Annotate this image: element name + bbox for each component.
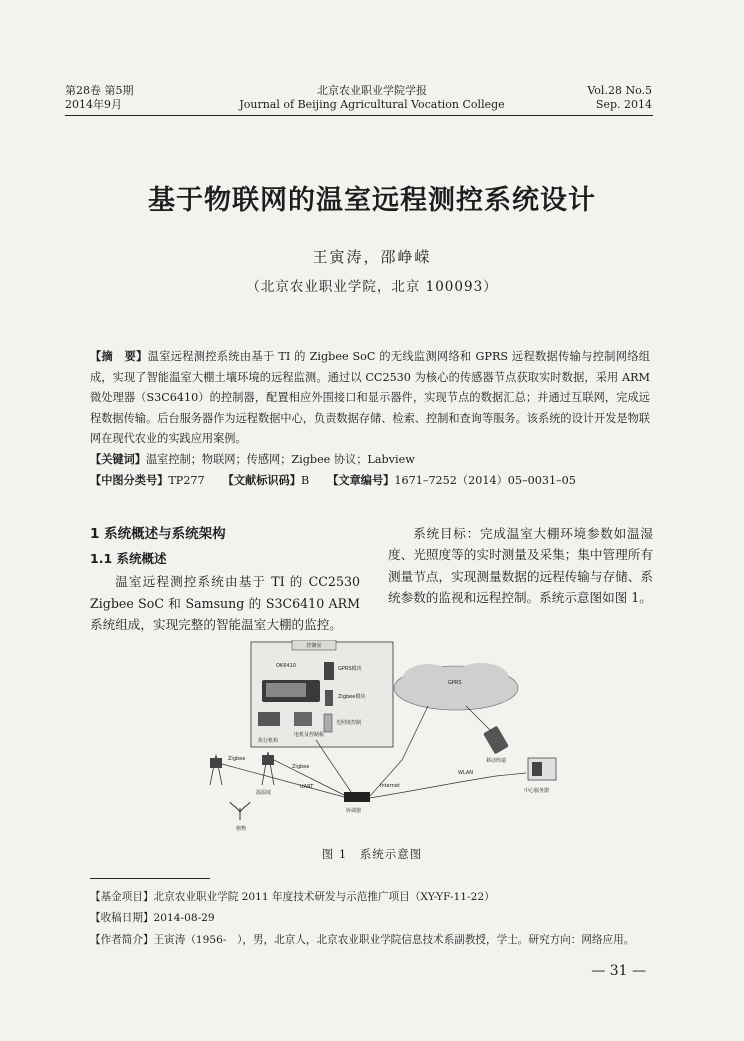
gprs-module-label: GPRS模块 xyxy=(338,666,362,672)
plant-icon xyxy=(230,802,250,820)
clc-value: TP277 xyxy=(168,474,205,487)
footnote-author: 【作者简介】王寅涛（1956- ），男，北京人，北京农业职业学院信息技术系副教授，学士。研究方向：网络应用。 xyxy=(90,934,635,946)
uart-label: UART xyxy=(300,784,314,790)
internet-label: Internet xyxy=(380,783,400,789)
figure-caption: 图 1 系统示意图 xyxy=(321,847,423,861)
light-control-label: 光照度控制 xyxy=(336,720,362,726)
keywords xyxy=(90,449,650,470)
sensor-label: 温湿度 xyxy=(256,790,272,796)
issue-date-cn: 2014年9月 xyxy=(65,98,122,111)
article-no-value: 1671–7252（2014）05–0031–05 xyxy=(394,474,576,487)
zigbee-module-icon xyxy=(325,690,333,706)
sensor-node-2 xyxy=(262,752,274,785)
footnote-received: 【收稿日期】2014-08-29 xyxy=(90,912,215,924)
gateway-icon xyxy=(344,792,370,802)
gprs-module-icon xyxy=(324,662,334,680)
keywords-text: 温室控制；物联网；传感网；Zigbee 协议；Labview xyxy=(145,453,415,466)
section-heading: 1 系统概述与系统架构 xyxy=(90,526,226,542)
clc-label: 【中图分类号】 xyxy=(90,473,169,487)
sensor-node-1 xyxy=(210,755,222,785)
system-diagram xyxy=(196,640,656,835)
journal-name-en: Journal of Beijing Agricultural Vocation College xyxy=(239,98,505,111)
doc-code-label: 【文献标识码】 xyxy=(222,473,301,487)
ok6410-label: OK6410 xyxy=(276,663,296,669)
cloud-label: GPRS xyxy=(448,680,462,686)
paper-title: 基于物联网的温室远程测控系统设计 xyxy=(148,185,596,216)
control-room-label: 控制室 xyxy=(306,643,322,649)
volume-issue: 第28卷 第5期 xyxy=(65,84,134,97)
body-paragraph-right: 系统目标：完成温室大棚环境参数如温湿度、光照度等的实时测量及采集；集中管理所有测量节点，实现测量数据的远程传输与存储、系统参数的监视和远程控制。系统示意图如图 1。 xyxy=(388,526,653,605)
motor-label: 电机及控制板 xyxy=(294,732,325,738)
footnote-fund: 【基金项目】北京农业职业学院 2011 年度技术研发与示范推广项目（XY-YF-11-22） xyxy=(90,891,495,903)
abstract xyxy=(90,346,650,450)
wlan-label: WLAN xyxy=(458,770,474,776)
zigbee-link-label-1: Zigbee xyxy=(228,756,246,762)
header-right xyxy=(587,84,652,112)
body-paragraph-left: 温室远程测控系统由基于 TI 的 CC2530 Zigbee SoC 和 Samsung 的 S3C6410 ARM 系统组成，实现完整的智能温室大棚的监控。 xyxy=(90,574,360,632)
zigbee-module-label: Zigbee模块 xyxy=(338,694,366,700)
light-control-icon xyxy=(324,714,332,732)
doc-code-value: B xyxy=(301,474,310,487)
affiliation: （北京农业职业学院，北京 100093） xyxy=(246,279,498,295)
abstract-label: 【摘 要】 xyxy=(90,349,148,363)
keywords-label: 【关键词】 xyxy=(90,452,146,466)
header-rule xyxy=(65,115,653,116)
actuator-label: 执行机构 xyxy=(258,738,279,744)
motor-icon xyxy=(294,712,312,726)
gateway-label: 协调器 xyxy=(346,808,362,814)
classification-line xyxy=(90,470,650,491)
authors: 王寅涛，邵峥嵘 xyxy=(312,248,432,266)
actuator-icon xyxy=(258,712,280,726)
subsection-heading: 1.1 系统概述 xyxy=(90,551,167,566)
plant-label: 植物 xyxy=(236,826,247,832)
phone-label: 移动终端 xyxy=(486,758,507,764)
server-label: 中心服务器 xyxy=(524,788,550,794)
footnote-rule xyxy=(90,878,210,879)
article-no-label: 【文章编号】 xyxy=(327,473,395,487)
zigbee-link-label-2: Zigbee xyxy=(292,764,310,770)
volume-en: Vol.28 No.5 xyxy=(587,84,652,97)
page-number: — 31 — xyxy=(591,963,646,979)
abstract-text: 温室远程测控系统由基于 TI 的 Zigbee SoC 的无线监测网络和 GPRS 远程数据传输与控制网络组成，实现了智能温室大棚土壤环境的远程监测。通过以 CC2530 为核心的传感器节点获取实时数据，采用 ARM 微处理器（S3C6410）的控制器，配置相应外围接口和显示器件，实现节点的数据汇总；并通过互联网，完成远程数据传输。后台服务器作为远程数据中心，负责数据存储、检索、控制和查询等服务。该系统的设计开发是物联网在现代农业的实践应用案例。 xyxy=(90,350,650,445)
journal-name-cn: 北京农业职业学院学报 xyxy=(317,84,427,97)
issue-date-en: Sep. 2014 xyxy=(595,98,652,111)
mobile-phone-icon xyxy=(483,726,509,755)
